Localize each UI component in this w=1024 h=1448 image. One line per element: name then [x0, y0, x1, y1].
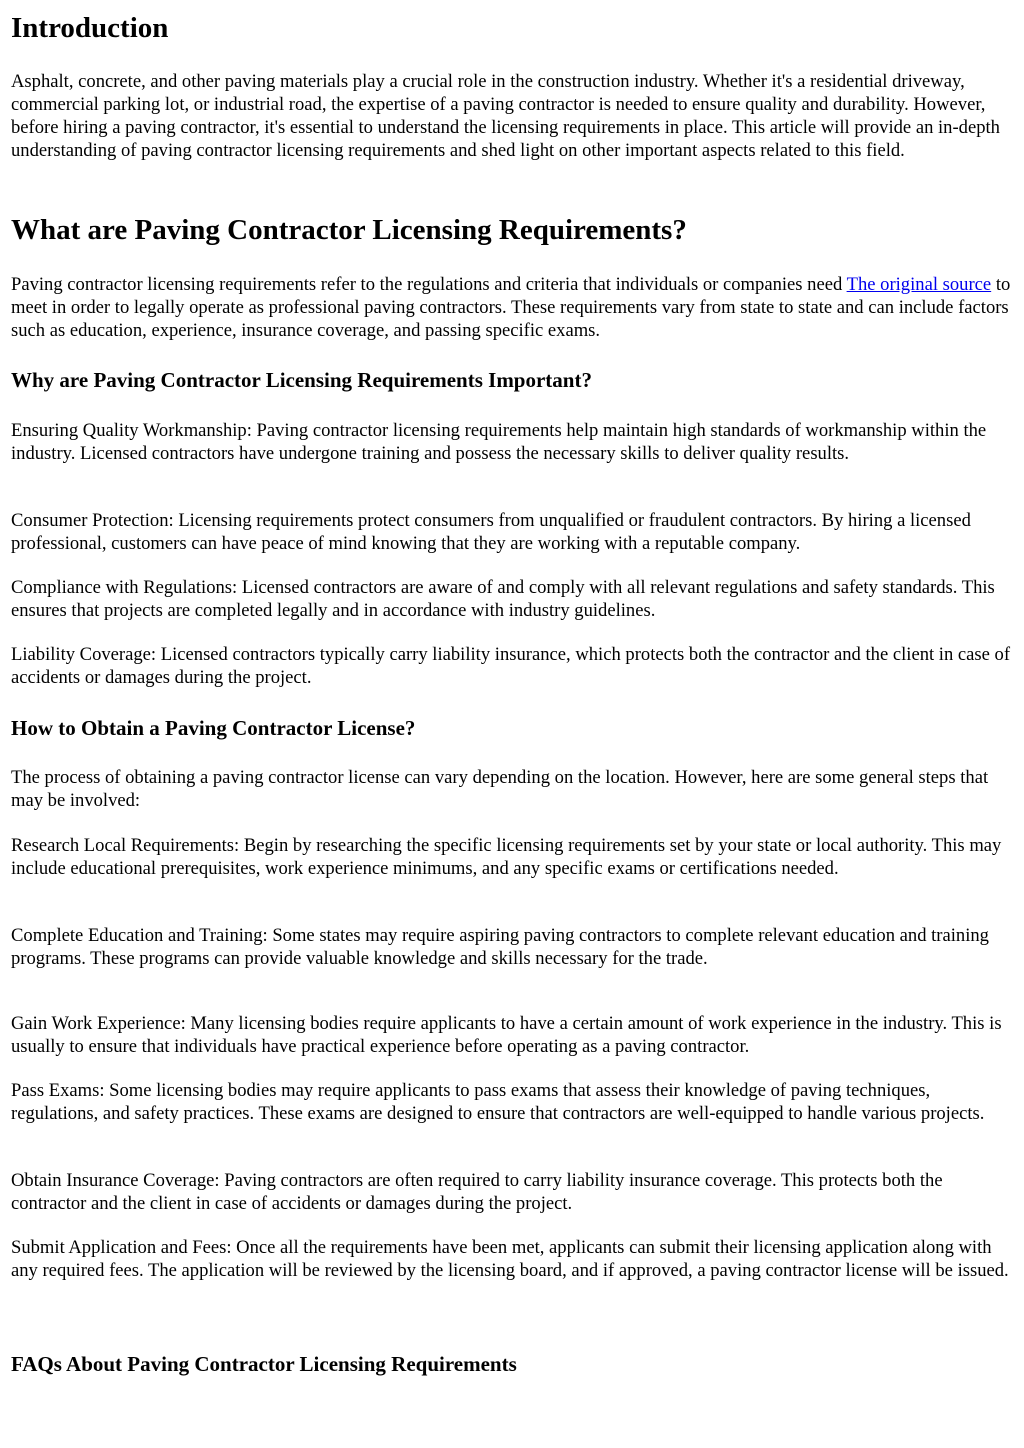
how-paragraph-application: Submit Application and Fees: Once all the requirements have been met, applicants can submit their licensing application along with any required fees. The application will be reviewed by the licensing board, and if approved, a paving contractor license will be issued. [11, 1237, 1009, 1281]
how-paragraph-insurance: Obtain Insurance Coverage: Paving contractors are often required to carry liability insurance coverage. This protects both the contractor and the client in case of accidents or damages during the project. [11, 1170, 943, 1214]
why-paragraph-liability: Liability Coverage: Licensed contractors typically carry liability insurance, which protects both the contractor and the client in case of accidents or damages during the project. [11, 644, 1011, 688]
why-paragraph-compliance: Compliance with Regulations: Licensed contractors are aware of and comply with all relevant regulations and safety standards. This ensures that projects are completed legally and in accordance with industry guidelines. [11, 577, 995, 621]
what-heading: What are Paving Contractor Licensing Requirements? [11, 214, 687, 246]
what-paragraph-text-2: to meet in order to legally operate as professional paving contractors. These requirements vary from state to state and can include factors such as education, experience, insurance coverage, and passing specific exams. [11, 274, 1011, 341]
intro-paragraph: Asphalt, concrete, and other paving materials play a crucial role in the construction industry. Whether it's a residential driveway, commercial parking lot, or industrial road, the expertise of a paving contractor is needed to ensure quality and durability. However, before hiring a paving contractor, it's essential to understand the licensing requirements in place. This article will provide an in-depth understanding of paving contractor licensing requirements and shed light on other important aspects related to this field. [11, 71, 1000, 161]
original-source-link[interactable]: The original source [846, 274, 992, 295]
how-paragraph-exams: Pass Exams: Some licensing bodies may require applicants to pass exams that assess their knowledge of paving techniques, regulations, and safety practices. These exams are designed to ensure that contractors are well-equipped to handle various projects. [11, 1080, 985, 1124]
how-paragraph-experience: Gain Work Experience: Many licensing bodies require applicants to have a certain amount of work experience in the industry. This is usually to ensure that individuals have practical experience before operating as a paving contractor. [11, 1013, 1002, 1057]
what-paragraph [11, 273, 1014, 342]
faq-heading: FAQs About Paving Contractor Licensing Requirements [11, 1352, 517, 1376]
intro-heading: Introduction [11, 12, 169, 44]
how-paragraph-intro: The process of obtaining a paving contractor license can vary depending on the location. However, here are some general steps that may be involved: [11, 767, 989, 811]
why-paragraph-quality: Ensuring Quality Workmanship: Paving contractor licensing requirements help maintain high standards of workmanship within the industry. Licensed contractors have undergone training and possess the necessary skills to deliver quality results. [11, 420, 987, 464]
why-paragraph-consumer: Consumer Protection: Licensing requirements protect consumers from unqualified or fraudulent contractors. By hiring a licensed professional, customers can have peace of mind knowing that they are working with a reputable company. [11, 510, 971, 554]
how-heading: How to Obtain a Paving Contractor License? [11, 716, 416, 740]
how-paragraph-education: Complete Education and Training: Some states may require aspiring paving contractors to complete relevant education and training programs. These programs can provide valuable knowledge and skills necessary for the trade. [11, 925, 989, 969]
why-heading: Why are Paving Contractor Licensing Requirements Important? [11, 368, 592, 392]
how-paragraph-research: Research Local Requirements: Begin by researching the specific licensing requirements set by your state or local authority. This may include educational prerequisites, work experience minimums, and any specific exams or certifications needed. [11, 835, 1002, 879]
what-paragraph-text-1: Paving contractor licensing requirements refer to the regulations and criteria that individuals or companies need [11, 274, 847, 295]
